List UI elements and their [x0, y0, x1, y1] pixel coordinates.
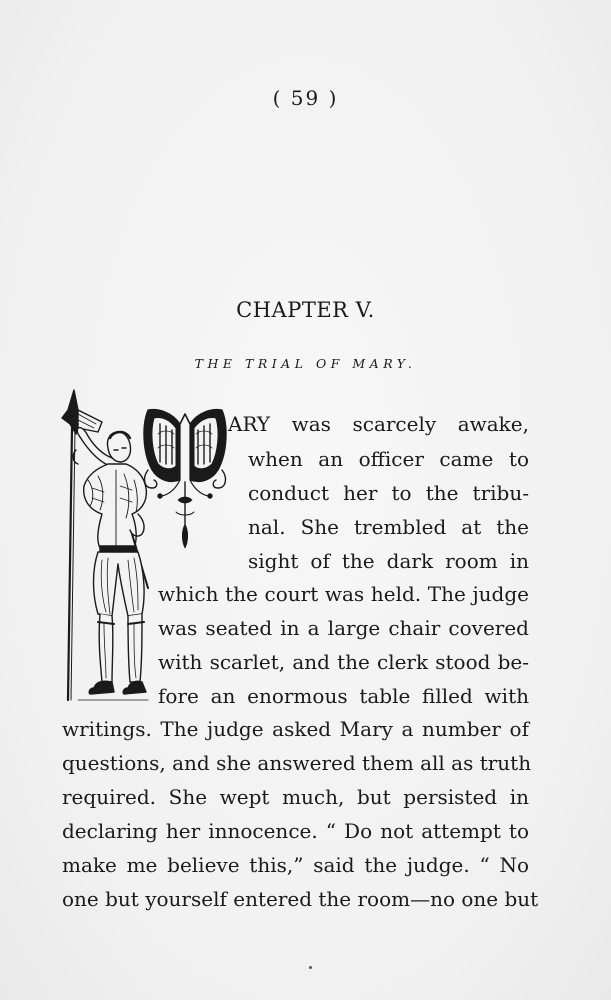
paper-speck: [309, 966, 312, 969]
text-line: ARY was scarcely awake,: [228, 412, 529, 436]
text-line: which the court was held. The judge: [158, 582, 529, 606]
text-line: conduct her to the tribu-: [248, 481, 529, 505]
chapter-title: CHAPTER V.: [236, 298, 375, 322]
drop-cap-m-ornament: [140, 404, 230, 554]
text-line: with scarlet, and the clerk stood be-: [158, 650, 529, 674]
text-line: one but yourself entered the room—no one but: [62, 887, 539, 911]
text-line: make me believe this,” said the judge. “ No: [62, 853, 529, 877]
section-title: THE TRIAL OF MARY.: [194, 356, 417, 371]
text-line: nal. She trembled at the: [248, 515, 529, 539]
text-line: fore an enormous table filled with: [158, 684, 529, 708]
text-line: was seated in a large chair covered: [158, 616, 529, 640]
halberdier-illustration: [58, 388, 150, 710]
page-number: ( 59 ): [272, 86, 339, 110]
text-line: declaring her innocence. “ Do not attempt to: [62, 819, 529, 843]
text-line: sight of the dark room in: [248, 549, 529, 573]
text-line: when an officer came to: [248, 447, 529, 471]
text-line: writings. The judge asked Mary a number of: [62, 717, 529, 741]
text-line: questions, and she answered them all as truth: [62, 751, 532, 775]
text-line: required. She wept much, but persisted in: [62, 785, 529, 809]
